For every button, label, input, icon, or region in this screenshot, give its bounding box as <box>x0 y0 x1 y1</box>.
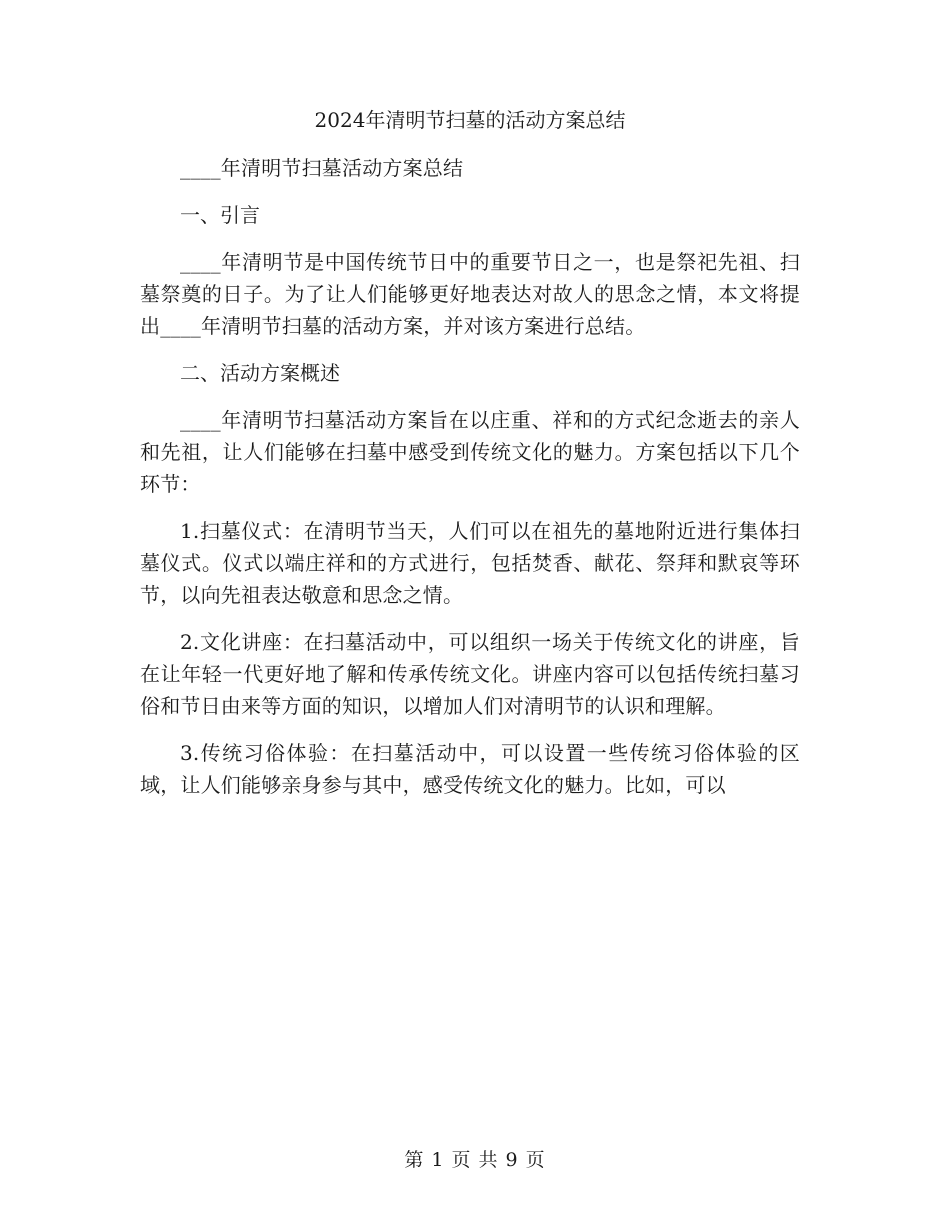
list-item-lecture: 2.文化讲座：在扫墓活动中，可以组织一场关于传统文化的讲座，旨在让年轻一代更好地了解和传承传统文化。讲座内容可以包括传统扫墓习俗和节日由来等方面的知识，以增加人们对清明节的认识和理解。 <box>140 630 800 718</box>
overview-paragraph: ____年清明节扫墓活动方案旨在以庄重、祥和的方式纪念逝去的亲人和先祖，让人们能够在扫墓中感受到传统文化的魅力。方案包括以下几个环节： <box>140 408 800 496</box>
section-heading-overview: 二、活动方案概述 <box>180 361 340 385</box>
list-item-custom-experience: 3.传统习俗体验：在扫墓活动中，可以设置一些传统习俗体验的区域，让人们能够亲身参与其中，感受传统文化的魅力。比如，可以 <box>140 741 800 797</box>
list-item-ceremony: 1.扫墓仪式：在清明节当天，人们可以在祖先的墓地附近进行集体扫墓仪式。仪式以端庄祥和的方式进行，包括焚香、献花、祭拜和默哀等环节，以向先祖表达敬意和思念之情。 <box>140 519 800 607</box>
introduction-paragraph: ____年清明节是中国传统节日中的重要节日之一，也是祭祀先祖、扫墓祭奠的日子。为了让人们能够更好地表达对故人的思念之情，本文将提出____年清明节扫墓的活动方案，并对该方案进行总结。 <box>140 250 800 338</box>
document-body <box>140 104 800 816</box>
document-title: 2024年清明节扫墓的活动方案总结 <box>314 108 626 132</box>
page-number-footer: 第 1 页 共 9 页 <box>404 1149 546 1171</box>
section-heading-introduction: 一、引言 <box>180 203 260 227</box>
subtitle-paragraph: ____年清明节扫墓活动方案总结 <box>180 156 464 180</box>
